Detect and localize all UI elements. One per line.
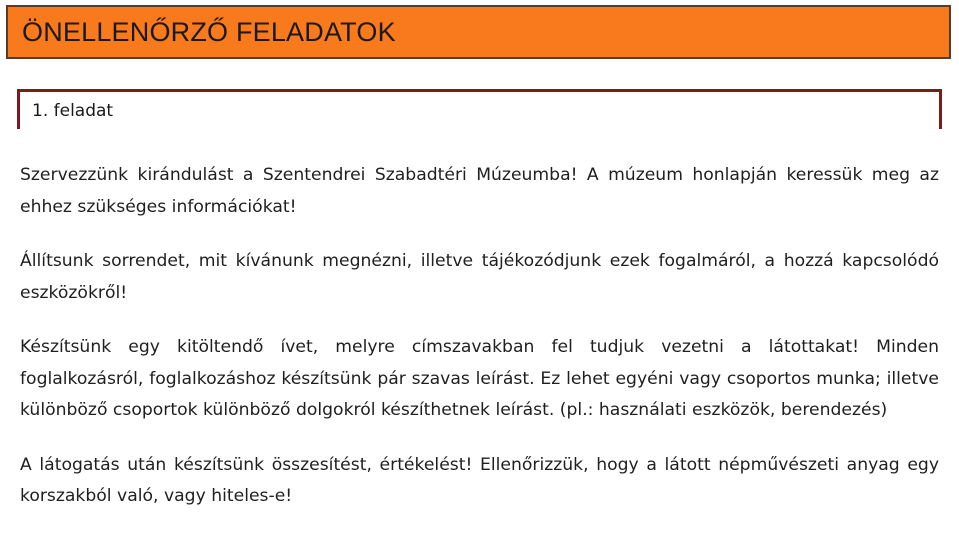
paragraph-2: Állítsunk sorrendet, mit kívánunk megnézni, illetve tájékozódjunk ezek fogalmáról, a hozzá kapcsolódó eszközökről!: [20, 251, 939, 303]
section-heading: 1. feladat: [32, 100, 114, 121]
paragraph-1: Szervezzünk kirándulást a Szentendrei Szabadtéri Múzeumba! A múzeum honlapján keressük meg az ehhez szükséges információkat!: [20, 165, 939, 217]
task-body: [20, 160, 939, 513]
paragraph-3: Készítsünk egy kitöltendő ívet, melyre címszavakban fel tudjuk vezetni a látottakat! Minden foglalkozásról, foglalkozáshoz készítsünk pár szavas leírást. Ez lehet egyéni vagy csoportos munka; illetve különböző csoportok különböző dolgokról készíthetnek leírást. (pl.: használati eszközök, berendezés): [20, 337, 939, 420]
paragraph-4: A látogatás után készítsünk összesítést, értékelést! Ellenőrizzük, hogy a látott népművészeti anyag egy korszakból való, vagy hiteles-e!: [20, 454, 939, 506]
section-heading-box: [17, 89, 942, 129]
page-title: ÖNELLENŐRZŐ FELADATOK: [22, 16, 396, 47]
page-title-banner: [6, 5, 951, 59]
